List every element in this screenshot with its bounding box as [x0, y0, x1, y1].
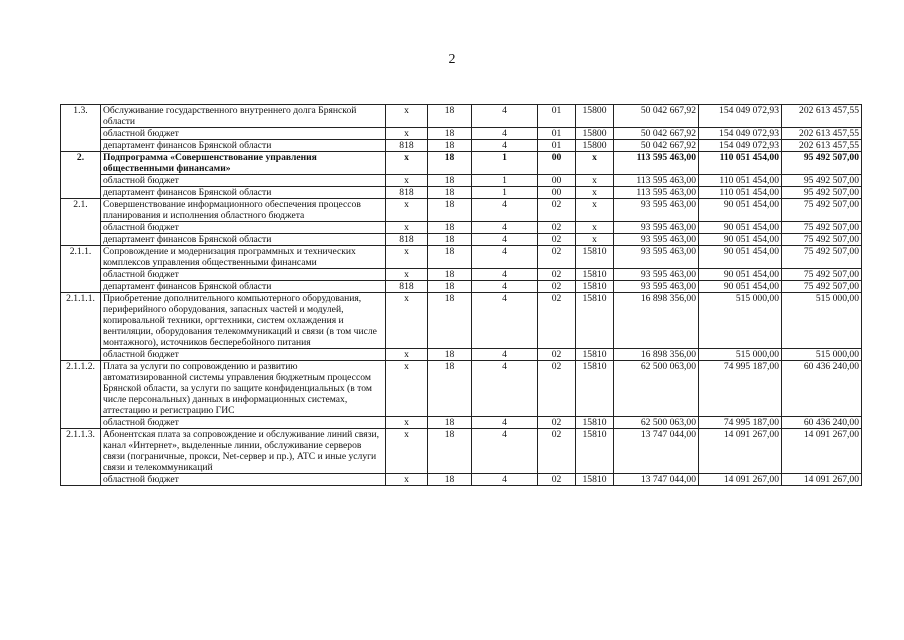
row-program-code: 18 — [428, 187, 472, 199]
row-admin-code: x — [386, 417, 428, 429]
row-name: Плата за услуги по сопровождению и развитию автоматизированной системы управления бюджетным процессом Брянской области, за услуги по защите конфиденциальных (в том числе персональных) данных в информационных системах, аттестацию и регистрацию ГИС — [101, 361, 386, 417]
table-row — [61, 128, 862, 140]
row-event-code: 02 — [538, 281, 576, 293]
row-direction-code: x — [576, 234, 614, 246]
row-name: областной бюджет — [101, 175, 386, 187]
row-subprogram-code: 1 — [472, 175, 538, 187]
row-amount-year2: 110 051 454,00 — [699, 152, 782, 175]
row-event-code: 01 — [538, 105, 576, 128]
row-name: Обслуживание государственного внутреннего долга Брянской области — [101, 105, 386, 128]
row-name: Приобретение дополнительного компьютерного оборудования, периферийного оборудования, запасных частей и модулей, копировальной техники, оргтехники, систем охлаждения и вентиляции, оборудования телекоммуникаций и связи (в том числе монтажного), источников бесперебойного питания — [101, 293, 386, 349]
row-subprogram-code: 4 — [472, 222, 538, 234]
row-amount-year3: 60 436 240,00 — [782, 361, 862, 417]
row-amount-year1: 93 595 463,00 — [614, 222, 699, 234]
row-amount-year1: 62 500 063,00 — [614, 361, 699, 417]
row-name: Абонентская плата за сопровождение и обслуживание линий связи, канал «Интернет», выделенные линии, обслуживание серверов связи (пограничные, прокси, Net-сервер и пр.), АТС и иные услуги связи и телекоммуникаций — [101, 429, 386, 474]
row-event-code: 02 — [538, 269, 576, 281]
row-event-code: 02 — [538, 349, 576, 361]
row-code: 2.1. — [61, 199, 101, 246]
row-amount-year2: 90 051 454,00 — [699, 269, 782, 281]
row-admin-code: x — [386, 105, 428, 128]
row-direction-code: x — [576, 152, 614, 175]
row-amount-year1: 13 747 044,00 — [614, 429, 699, 474]
row-program-code: 18 — [428, 361, 472, 417]
row-amount-year3: 14 091 267,00 — [782, 474, 862, 486]
row-subprogram-code: 4 — [472, 140, 538, 152]
row-name: областной бюджет — [101, 222, 386, 234]
row-direction-code: x — [576, 175, 614, 187]
table-row — [61, 474, 862, 486]
row-code: 2.1.1.1. — [61, 293, 101, 361]
row-direction-code: 15810 — [576, 269, 614, 281]
row-subprogram-code: 4 — [472, 199, 538, 222]
row-code: 1.3. — [61, 105, 101, 152]
row-amount-year3: 202 613 457,55 — [782, 105, 862, 128]
table-row — [61, 429, 862, 474]
row-amount-year2: 14 091 267,00 — [699, 429, 782, 474]
row-name: департамент финансов Брянской области — [101, 140, 386, 152]
row-amount-year2: 14 091 267,00 — [699, 474, 782, 486]
table-row — [61, 152, 862, 175]
row-event-code: 02 — [538, 293, 576, 349]
row-subprogram-code: 4 — [472, 234, 538, 246]
row-event-code: 02 — [538, 429, 576, 474]
row-amount-year3: 75 492 507,00 — [782, 246, 862, 269]
row-program-code: 18 — [428, 175, 472, 187]
row-event-code: 02 — [538, 361, 576, 417]
row-amount-year2: 515 000,00 — [699, 349, 782, 361]
row-admin-code: x — [386, 361, 428, 417]
row-name: областной бюджет — [101, 269, 386, 281]
row-code: 2.1.1.3. — [61, 429, 101, 486]
row-direction-code: x — [576, 187, 614, 199]
row-name: департамент финансов Брянской области — [101, 187, 386, 199]
row-name: Сопровождение и модернизация программных и технических комплексов управления общественными финансами — [101, 246, 386, 269]
row-program-code: 18 — [428, 349, 472, 361]
row-admin-code: x — [386, 349, 428, 361]
row-subprogram-code: 4 — [472, 293, 538, 349]
row-admin-code: 818 — [386, 140, 428, 152]
table-row — [61, 199, 862, 222]
row-amount-year3: 95 492 507,00 — [782, 152, 862, 175]
row-program-code: 18 — [428, 152, 472, 175]
row-amount-year2: 74 995 187,00 — [699, 361, 782, 417]
row-amount-year2: 110 051 454,00 — [699, 187, 782, 199]
row-amount-year1: 113 595 463,00 — [614, 152, 699, 175]
row-direction-code: 15800 — [576, 140, 614, 152]
row-subprogram-code: 4 — [472, 474, 538, 486]
table-row — [61, 293, 862, 349]
row-program-code: 18 — [428, 222, 472, 234]
row-subprogram-code: 4 — [472, 246, 538, 269]
row-subprogram-code: 4 — [472, 361, 538, 417]
row-admin-code: x — [386, 222, 428, 234]
row-amount-year3: 95 492 507,00 — [782, 187, 862, 199]
row-event-code: 02 — [538, 417, 576, 429]
row-name: областной бюджет — [101, 417, 386, 429]
row-program-code: 18 — [428, 128, 472, 140]
table-row — [61, 417, 862, 429]
row-admin-code: x — [386, 175, 428, 187]
row-amount-year3: 75 492 507,00 — [782, 234, 862, 246]
row-amount-year2: 74 995 187,00 — [699, 417, 782, 429]
row-direction-code: 15810 — [576, 474, 614, 486]
row-direction-code: 15810 — [576, 361, 614, 417]
row-subprogram-code: 4 — [472, 128, 538, 140]
row-event-code: 02 — [538, 234, 576, 246]
row-program-code: 18 — [428, 234, 472, 246]
row-subprogram-code: 4 — [472, 349, 538, 361]
row-admin-code: x — [386, 474, 428, 486]
row-amount-year3: 75 492 507,00 — [782, 269, 862, 281]
row-amount-year3: 75 492 507,00 — [782, 281, 862, 293]
row-amount-year2: 90 051 454,00 — [699, 281, 782, 293]
row-name: департамент финансов Брянской области — [101, 234, 386, 246]
table-row — [61, 349, 862, 361]
row-amount-year3: 75 492 507,00 — [782, 199, 862, 222]
row-amount-year2: 90 051 454,00 — [699, 234, 782, 246]
table-row — [61, 105, 862, 128]
row-amount-year1: 50 042 667,92 — [614, 128, 699, 140]
row-name: Совершенствование информационного обеспечения процессов планирования и исполнения областного бюджета — [101, 199, 386, 222]
row-amount-year1: 113 595 463,00 — [614, 175, 699, 187]
row-amount-year1: 93 595 463,00 — [614, 199, 699, 222]
row-program-code: 18 — [428, 105, 472, 128]
row-program-code: 18 — [428, 429, 472, 474]
row-amount-year1: 62 500 063,00 — [614, 417, 699, 429]
row-amount-year1: 113 595 463,00 — [614, 187, 699, 199]
row-amount-year1: 93 595 463,00 — [614, 234, 699, 246]
row-subprogram-code: 1 — [472, 187, 538, 199]
row-admin-code: x — [386, 128, 428, 140]
row-amount-year1: 13 747 044,00 — [614, 474, 699, 486]
row-subprogram-code: 4 — [472, 429, 538, 474]
row-amount-year3: 14 091 267,00 — [782, 429, 862, 474]
row-event-code: 02 — [538, 199, 576, 222]
row-program-code: 18 — [428, 293, 472, 349]
row-amount-year3: 95 492 507,00 — [782, 175, 862, 187]
table-row — [61, 234, 862, 246]
page-number: 2 — [448, 52, 456, 67]
row-amount-year3: 202 613 457,55 — [782, 140, 862, 152]
row-event-code: 00 — [538, 187, 576, 199]
row-event-code: 01 — [538, 128, 576, 140]
row-admin-code: 818 — [386, 281, 428, 293]
row-amount-year3: 75 492 507,00 — [782, 222, 862, 234]
row-code: 2. — [61, 152, 101, 199]
row-admin-code: x — [386, 429, 428, 474]
row-admin-code: x — [386, 293, 428, 349]
row-event-code: 02 — [538, 222, 576, 234]
row-program-code: 18 — [428, 140, 472, 152]
row-admin-code: 818 — [386, 187, 428, 199]
row-code: 2.1.1. — [61, 246, 101, 293]
table-row — [61, 187, 862, 199]
row-amount-year2: 90 051 454,00 — [699, 246, 782, 269]
row-amount-year2: 154 049 072,93 — [699, 105, 782, 128]
row-name: департамент финансов Брянской области — [101, 281, 386, 293]
row-subprogram-code: 4 — [472, 105, 538, 128]
row-amount-year1: 93 595 463,00 — [614, 246, 699, 269]
row-direction-code: 15810 — [576, 417, 614, 429]
row-direction-code: 15810 — [576, 429, 614, 474]
row-subprogram-code: 4 — [472, 281, 538, 293]
row-event-code: 01 — [538, 140, 576, 152]
row-direction-code: x — [576, 199, 614, 222]
row-direction-code: 15800 — [576, 105, 614, 128]
row-admin-code: 818 — [386, 234, 428, 246]
row-subprogram-code: 4 — [472, 269, 538, 281]
row-event-code: 02 — [538, 474, 576, 486]
row-program-code: 18 — [428, 246, 472, 269]
row-program-code: 18 — [428, 417, 472, 429]
row-direction-code: 15810 — [576, 281, 614, 293]
row-amount-year1: 93 595 463,00 — [614, 281, 699, 293]
row-name: областной бюджет — [101, 474, 386, 486]
table-row — [61, 175, 862, 187]
row-amount-year1: 93 595 463,00 — [614, 269, 699, 281]
row-direction-code: 15810 — [576, 349, 614, 361]
row-name: областной бюджет — [101, 349, 386, 361]
row-amount-year1: 16 898 356,00 — [614, 349, 699, 361]
row-amount-year1: 50 042 667,92 — [614, 105, 699, 128]
row-program-code: 18 — [428, 474, 472, 486]
row-amount-year3: 515 000,00 — [782, 349, 862, 361]
table-row — [61, 222, 862, 234]
table-row — [61, 361, 862, 417]
row-event-code: 00 — [538, 152, 576, 175]
row-admin-code: x — [386, 269, 428, 281]
row-amount-year3: 60 436 240,00 — [782, 417, 862, 429]
row-code: 2.1.1.2. — [61, 361, 101, 429]
row-program-code: 18 — [428, 199, 472, 222]
row-admin-code: x — [386, 246, 428, 269]
table-row — [61, 140, 862, 152]
row-amount-year3: 515 000,00 — [782, 293, 862, 349]
row-name: Подпрограмма «Совершенствование управления общественными финансами» — [101, 152, 386, 175]
row-amount-year2: 90 051 454,00 — [699, 222, 782, 234]
row-subprogram-code: 1 — [472, 152, 538, 175]
table-row — [61, 246, 862, 269]
row-direction-code: 15810 — [576, 293, 614, 349]
row-program-code: 18 — [428, 281, 472, 293]
row-name: областной бюджет — [101, 128, 386, 140]
row-amount-year2: 154 049 072,93 — [699, 140, 782, 152]
row-program-code: 18 — [428, 269, 472, 281]
row-admin-code: x — [386, 199, 428, 222]
budget-table — [60, 104, 862, 486]
row-direction-code: 15810 — [576, 246, 614, 269]
row-amount-year2: 154 049 072,93 — [699, 128, 782, 140]
row-amount-year2: 90 051 454,00 — [699, 199, 782, 222]
row-amount-year2: 110 051 454,00 — [699, 175, 782, 187]
row-amount-year1: 50 042 667,92 — [614, 140, 699, 152]
row-amount-year3: 202 613 457,55 — [782, 128, 862, 140]
table-row — [61, 269, 862, 281]
row-event-code: 00 — [538, 175, 576, 187]
table-row — [61, 281, 862, 293]
row-direction-code: 15800 — [576, 128, 614, 140]
row-subprogram-code: 4 — [472, 417, 538, 429]
row-direction-code: x — [576, 222, 614, 234]
row-amount-year2: 515 000,00 — [699, 293, 782, 349]
row-admin-code: x — [386, 152, 428, 175]
row-amount-year1: 16 898 356,00 — [614, 293, 699, 349]
row-event-code: 02 — [538, 246, 576, 269]
